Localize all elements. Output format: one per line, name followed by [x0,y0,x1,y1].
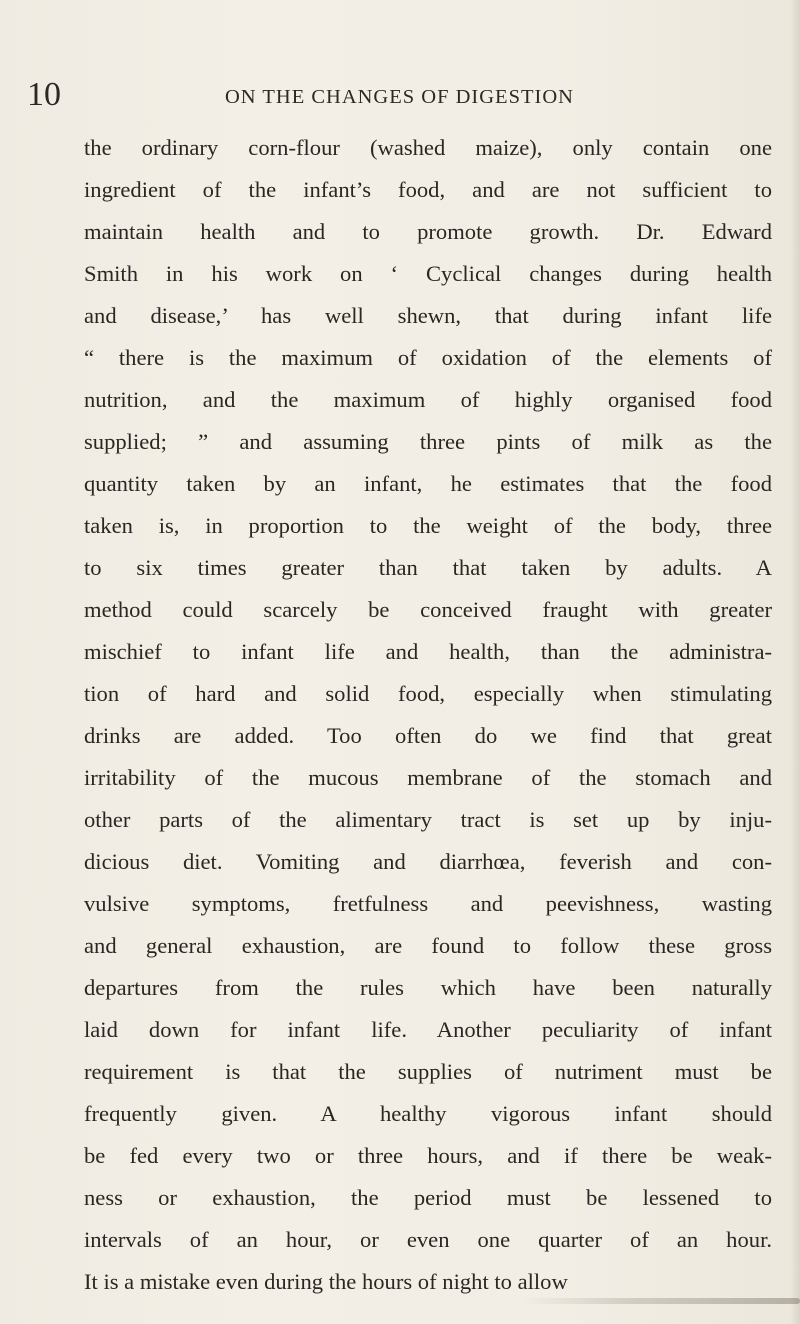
text-line: quantity taken by an infant, he estimates that the food [84,471,772,496]
text-line: maintain health and to promote growth. Dr. Edward [84,219,772,244]
text-line: departures from the rules which have been naturally [84,975,772,1000]
text-line: It is a mistake even during the hours of night to allow [84,1269,568,1294]
text-line: and general exhaustion, are found to follow these gross [84,933,772,958]
text-line: taken is, in proportion to the weight of the body, three [84,513,772,538]
text-line: the ordinary corn-flour (washed maize), only contain one [84,135,772,160]
text-line: nutrition, and the maximum of highly organised food [84,387,772,412]
running-head: ON THE CHANGES OF DIGESTION [225,86,574,108]
text-line: to six times greater than that taken by adults. A [84,555,772,580]
page-header [0,76,800,116]
text-line: “ there is the maximum of oxidation of the elements of [84,345,772,370]
text-line: requirement is that the supplies of nutriment must be [84,1059,772,1084]
text-line: be fed every two or three hours, and if there be weak- [84,1143,772,1168]
text-line: supplied; ” and assuming three pints of milk as the [84,429,772,454]
text-line: irritability of the mucous membrane of the stomach and [84,765,772,790]
text-line: drinks are added. Too often do we find that great [84,723,772,748]
text-line: vulsive symptoms, fretfulness and peevishness, wasting [84,891,772,916]
text-line: mischief to infant life and health, than the administra- [84,639,772,664]
text-line: other parts of the alimentary tract is set up by inju- [84,807,772,832]
text-line: tion of hard and solid food, especially when stimulating [84,681,772,706]
page-edge-shadow [790,0,800,1324]
text-line: laid down for infant life. Another peculiarity of infant [84,1017,772,1042]
text-line: method could scarcely be conceived fraught with greater [84,597,772,622]
text-line: and disease,’ has well shewn, that during infant life [84,303,772,328]
page-number: 10 [27,76,61,113]
text-line: ness or exhaustion, the period must be lessened to [84,1185,772,1210]
page-smudge [520,1298,800,1304]
text-line: Smith in his work on ‘ Cyclical changes during health [84,261,772,286]
text-line: dicious diet. Vomiting and diarrhœa, feverish and con- [84,849,772,874]
text-line: frequently given. A healthy vigorous infant should [84,1101,772,1126]
body-paragraph [84,127,772,1303]
text-line: intervals of an hour, or even one quarter of an hour. [84,1227,772,1252]
text-line: ingredient of the infant’s food, and are not sufficient to [84,177,772,202]
